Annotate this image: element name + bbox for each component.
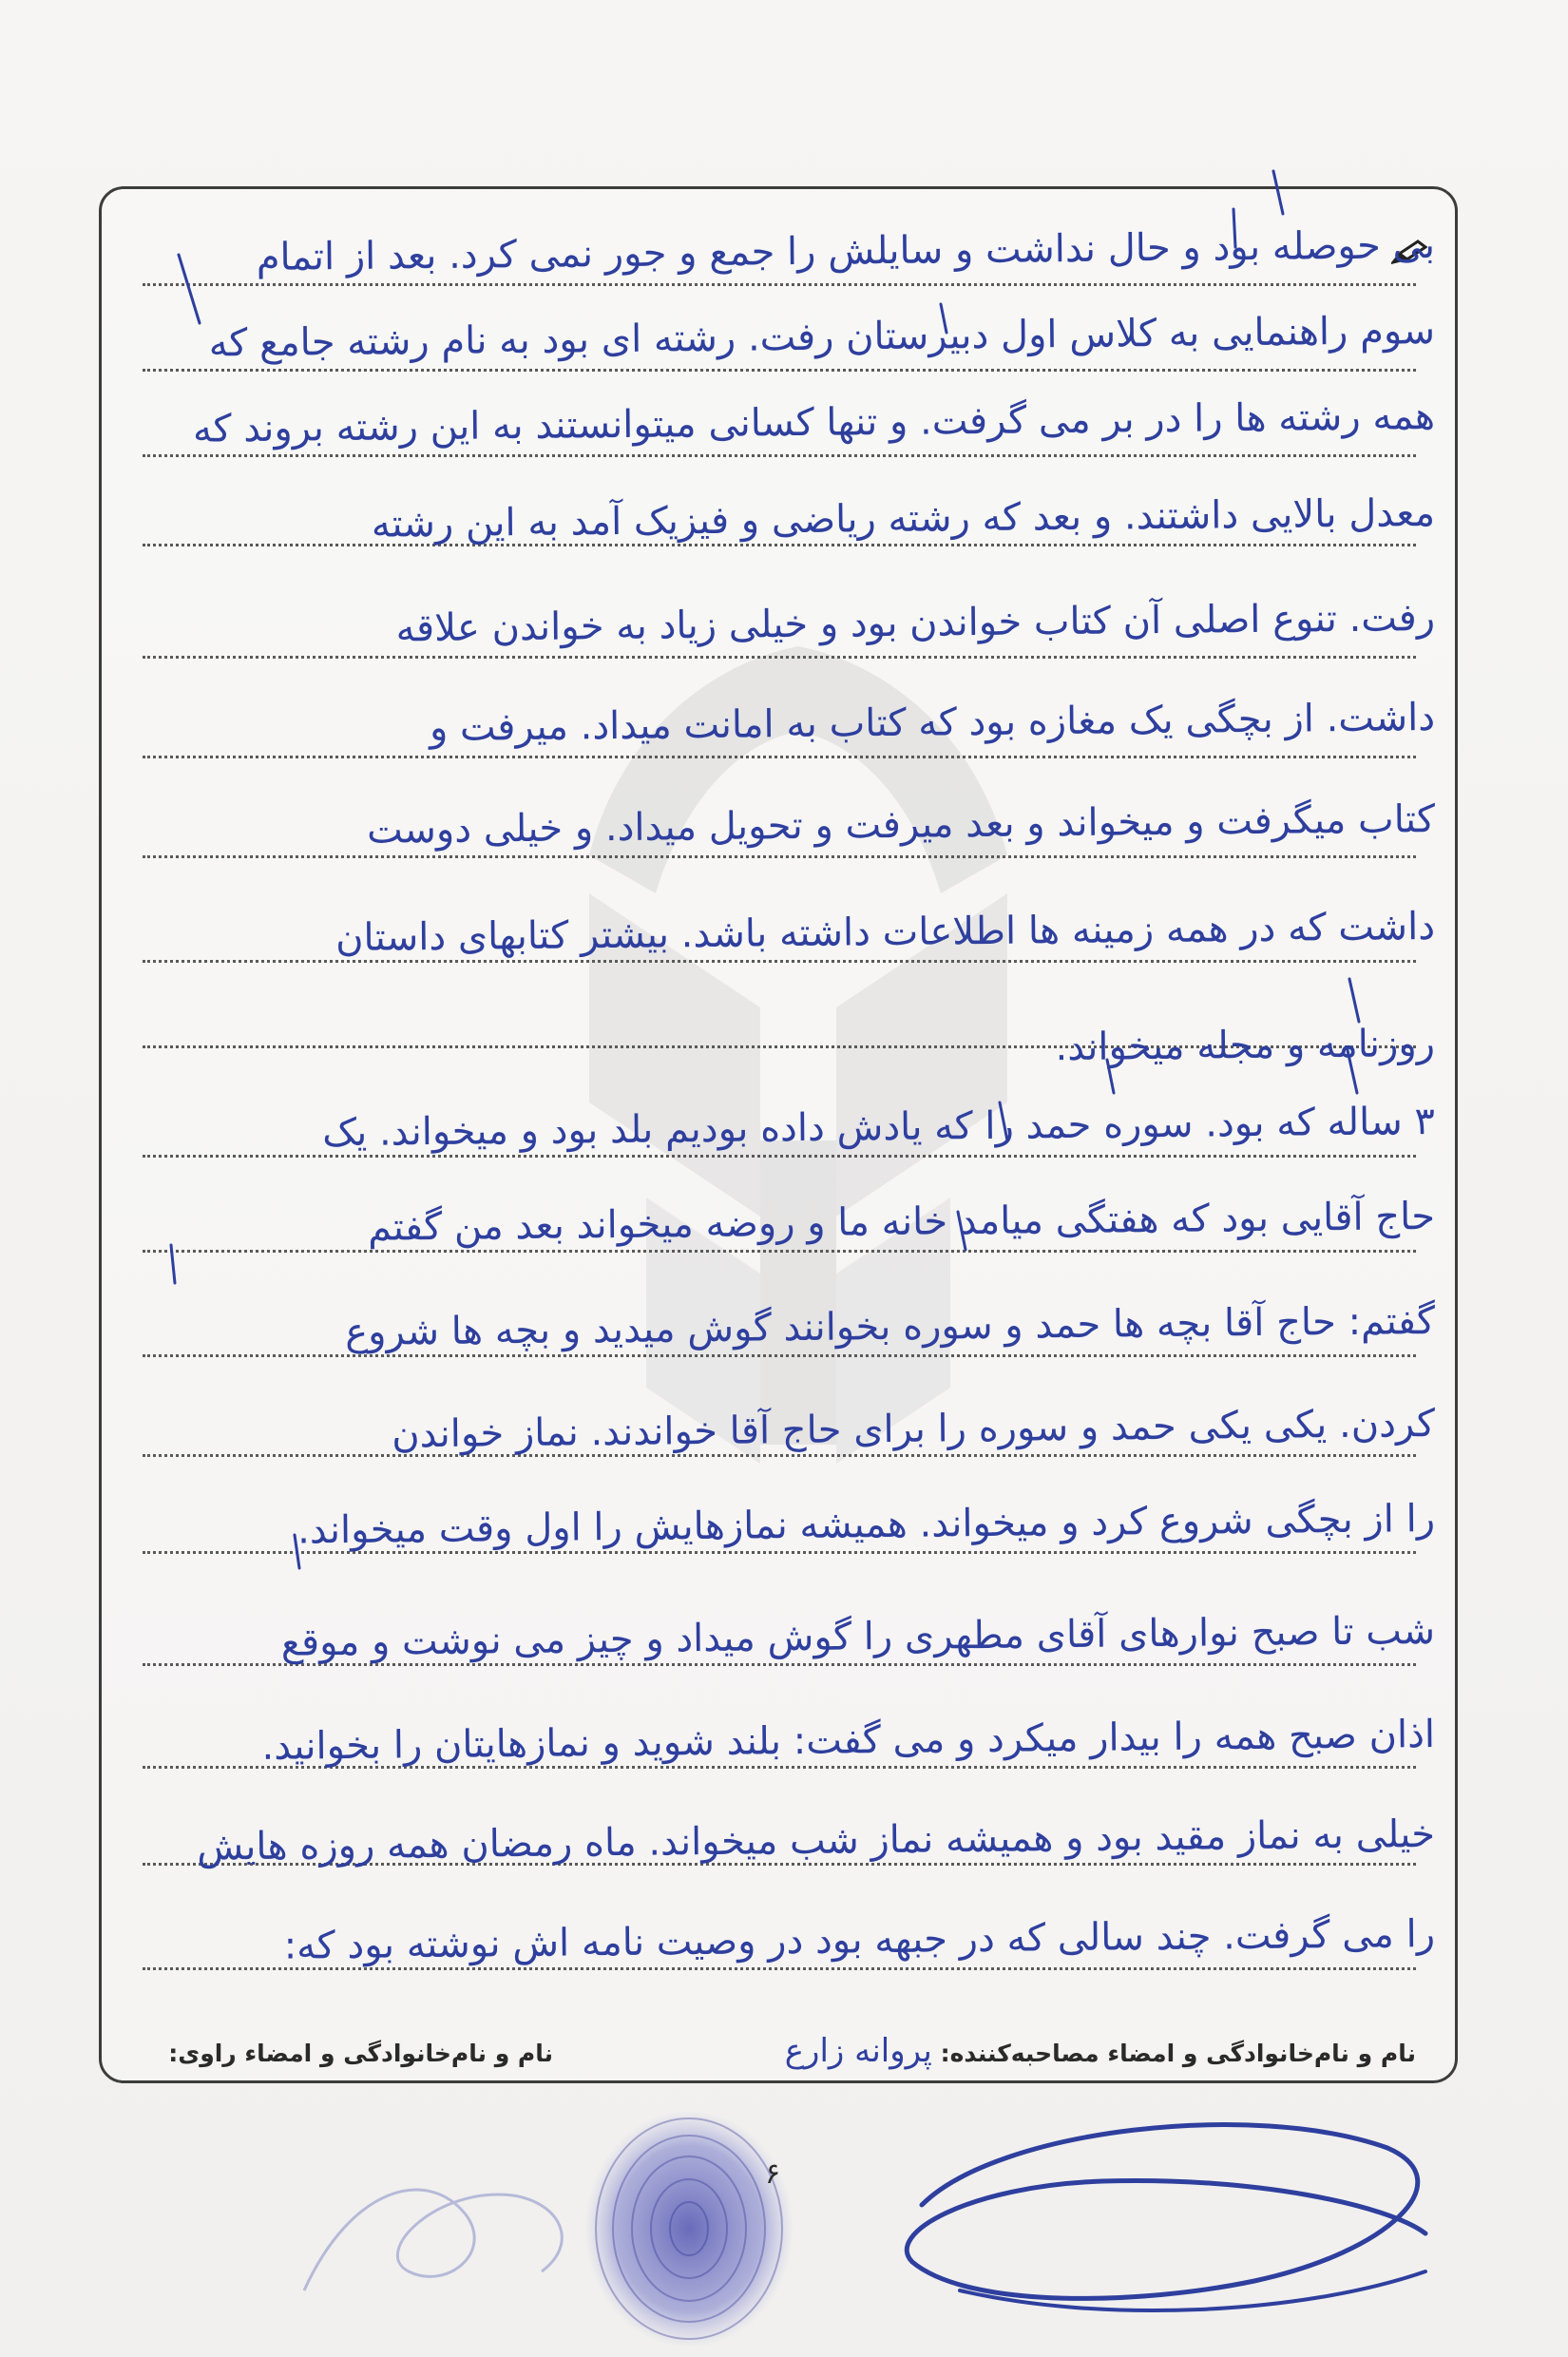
handwritten-line: اذان صبح همه را بیدار میکرد و می گفت: بلند شوید و نمازهایتان را بخوانید. [261, 1713, 1436, 1769]
handwritten-line: سوم راهنمایی به کلاس اول دبیرستان رفت. رشته ای بود به نام رشته جامع که [208, 309, 1436, 366]
handwritten-line: رفت. تنوع اصلی آن کتاب خواندن بود و خیلی زیاد به خواندن علاقه [395, 596, 1436, 651]
handwritten-line: بی حوصله بود و حال نداشت و سایلش را جمع و جور نمی کرد. بعد از اتمام [256, 223, 1436, 279]
handwritten-line: معدل بالایی داشتند. و بعد که رشته ریاضی و فیزیک آمد به این رشته [371, 491, 1436, 546]
handwritten-line: کتاب میگرفت و میخواند و بعد میرفت و تحویل میداد. و خیلی دوست [366, 797, 1436, 853]
handwritten-line: کردن. یکی یکی حمد و سوره را برای حاج آقا خواندند. نماز خواندن [392, 1402, 1436, 1457]
thumbprint [570, 2086, 808, 2352]
interviewer-label: نام و نام‌خانوادگی و امضاء مصاحبه‌کننده: [940, 2040, 1416, 2067]
handwritten-line: همه رشته ها را در بر می گرفت. و تنها کسانی میتوانستند به این رشته بروند که [192, 394, 1436, 451]
handwritten-line: خیلی به نماز مقید بود و همیشه نماز شب میخواند. ماه رمضان همه روزه هایش [196, 1812, 1436, 1869]
handwritten-line: داشت که در همه زمینه ها اطلاعات داشته باشد. بیشتر کتابهای داستان [335, 905, 1436, 961]
footer-signature-labels [152, 2032, 1416, 2070]
handwritten-line: شب تا صبح نوارهای آقای مطهری را گوش میداد و چیز می نوشت و موقع [280, 1609, 1436, 1665]
page-number: ۶ [765, 2157, 781, 2191]
faint-signature-scrawl [295, 2129, 599, 2319]
narrator-label: نام و نام‌خانوادگی و امضاء راوی: [168, 2040, 554, 2067]
handwritten-line: ۳ ساله که بود. سوره حمد را که یادش داده بودیم بلد بود و میخواند. یک [322, 1100, 1436, 1156]
handwritten-line: داشت. از بچگی یک مغازه بود که کتاب به امانت میداد. میرفت و [429, 696, 1436, 751]
handwritten-line: روزنامه و مجله میخواند. [1055, 1022, 1436, 1070]
handwritten-line: را از بچگی شروع کرد و میخواند. همیشه نمازهایش را اول وقت میخواند. [296, 1497, 1436, 1553]
handwritten-line: گفتم: حاج آقا بچه ها حمد و سوره بخوانند گوش میدید و بچه ها شروع [345, 1299, 1436, 1355]
handwritten-line: را می گرفت. چند سالی که در جبهه بود در وصیت نامه اش نوشته بود که: [283, 1912, 1436, 1968]
signature [855, 2091, 1463, 2338]
interviewer-signature-name: پروانه زارع [784, 2032, 932, 2070]
handwritten-line: حاج آقایی بود که هفتگی میامد خانه ما و روضه میخواند بعد من گفتم [367, 1195, 1436, 1250]
